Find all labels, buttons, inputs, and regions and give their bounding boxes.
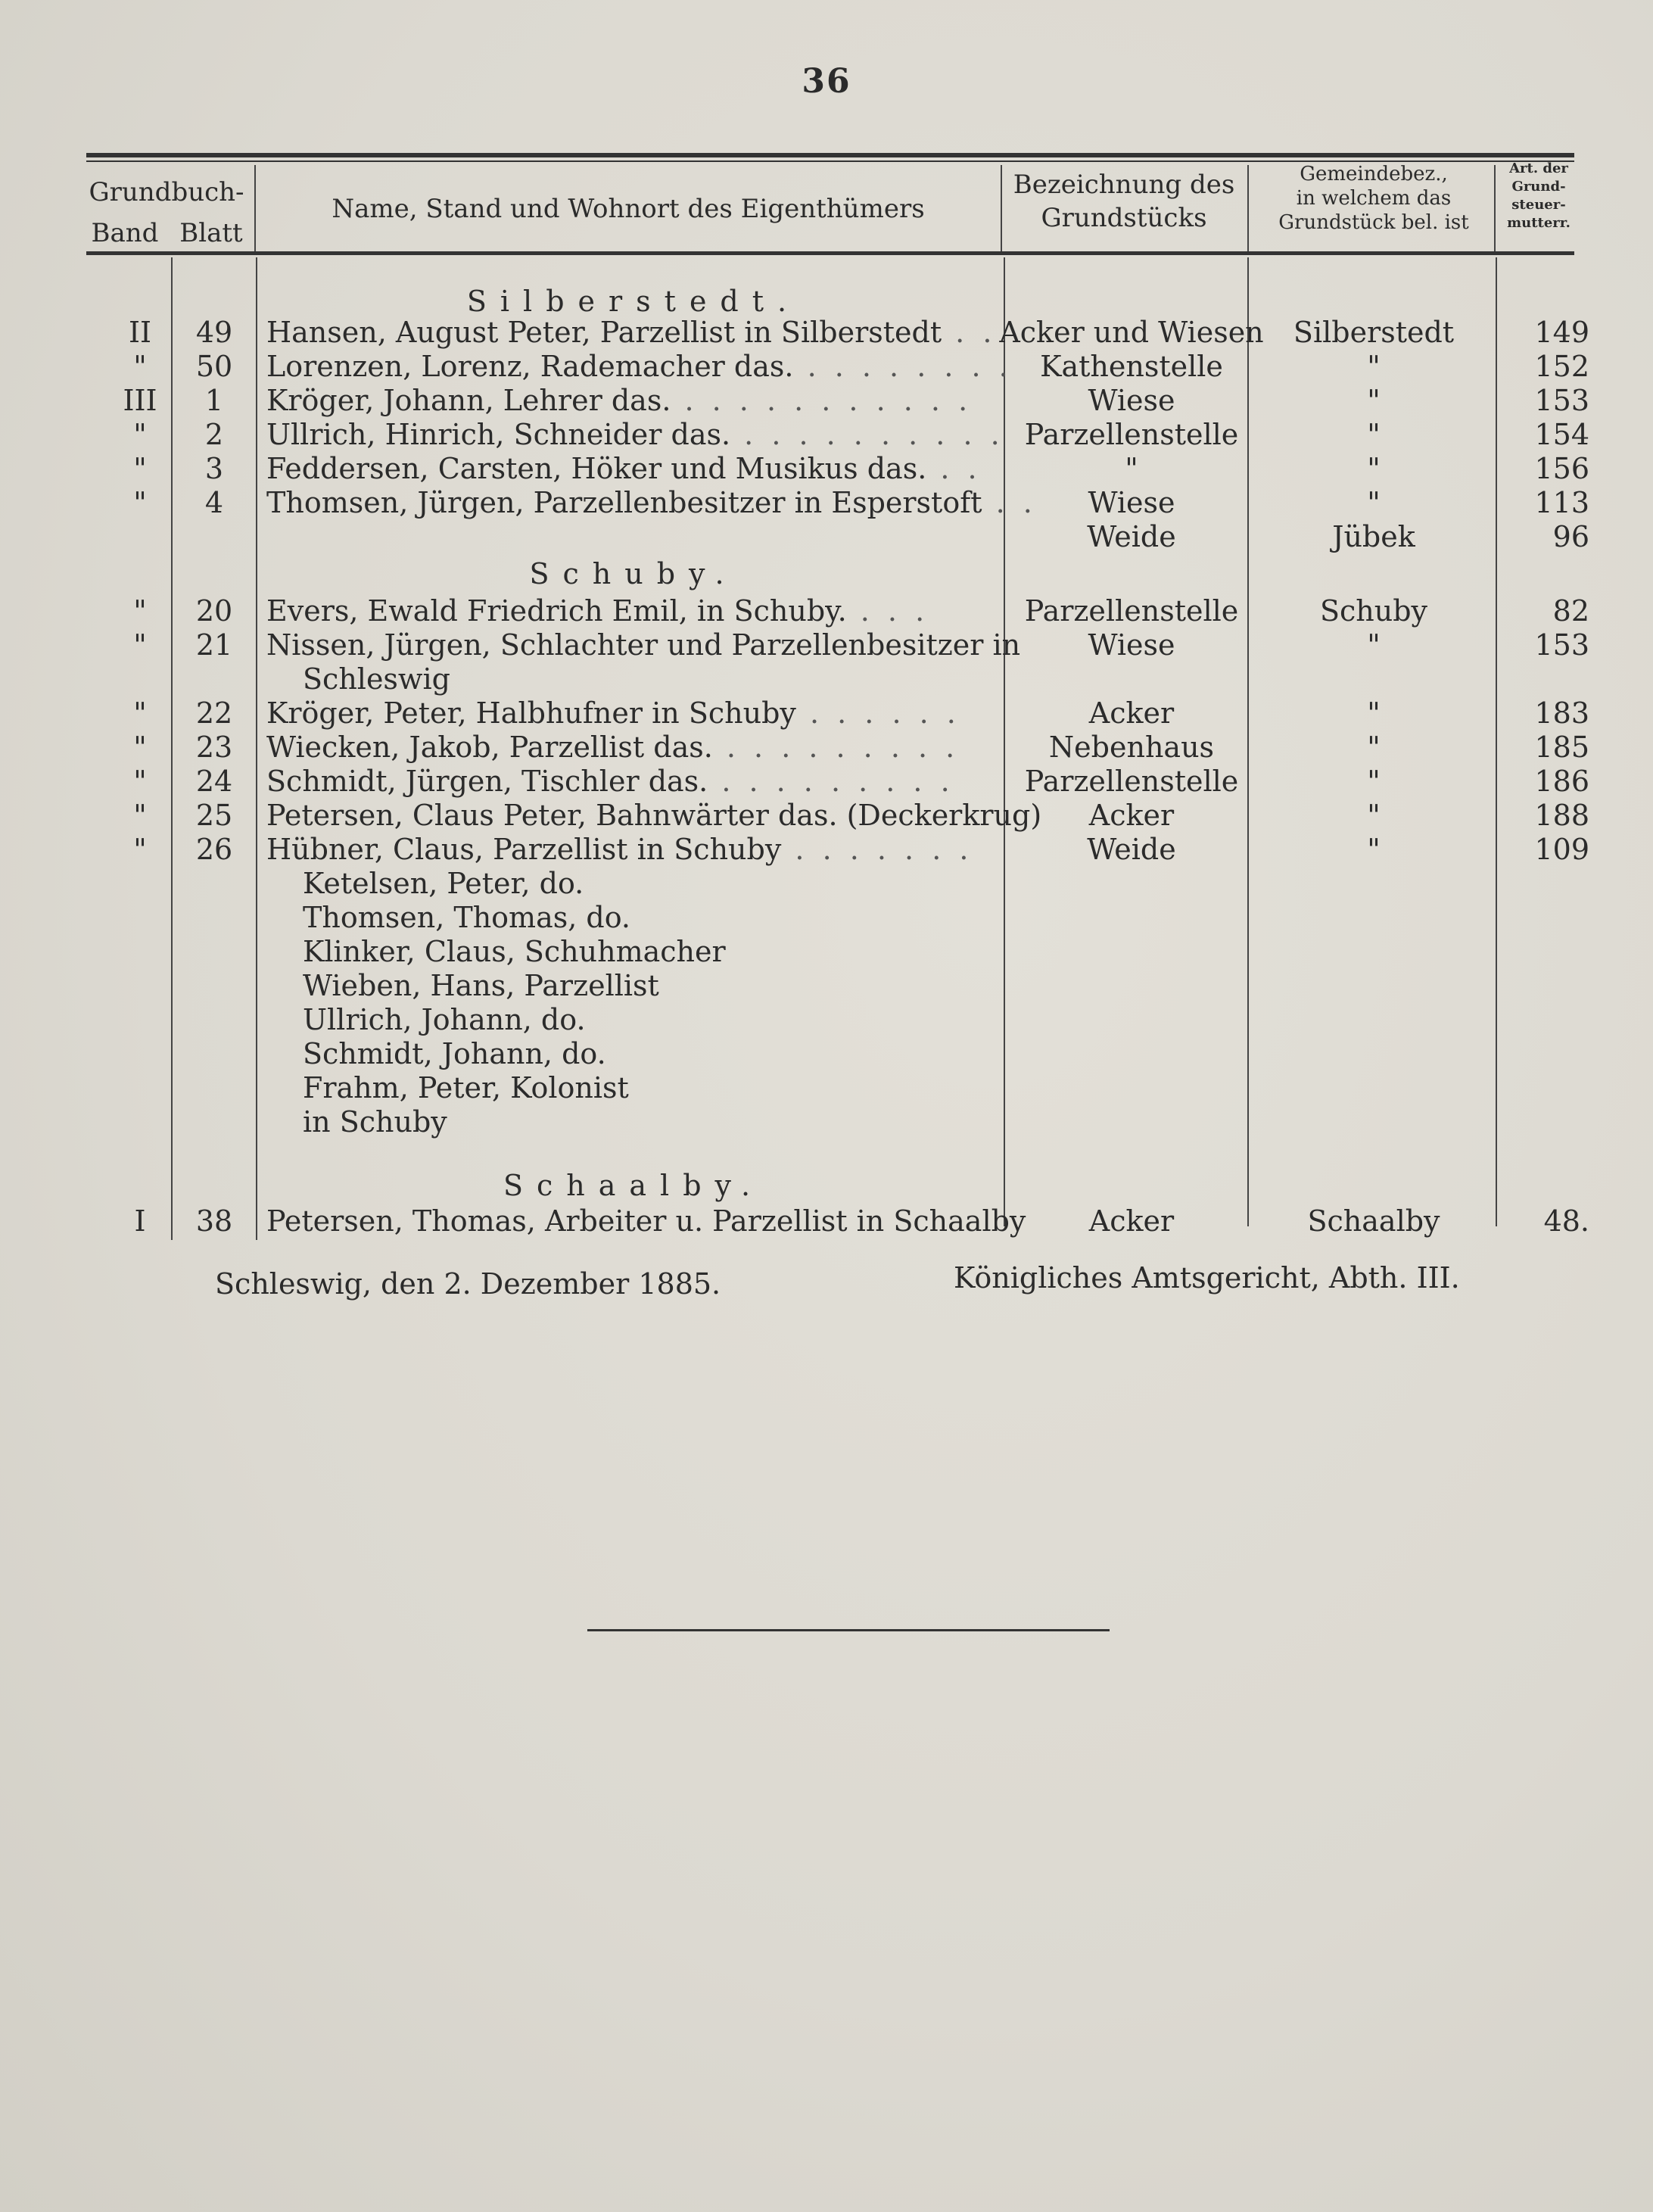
gem-cell: Schaalby xyxy=(1307,1204,1440,1238)
header-art-1: Art. der xyxy=(1509,160,1568,176)
band-cell: " xyxy=(133,486,147,519)
table-row xyxy=(0,696,1653,731)
band-cell: II xyxy=(128,316,152,349)
blatt-cell: 2 xyxy=(204,418,224,451)
blatt-cell: 3 xyxy=(204,452,224,485)
page-number: 36 xyxy=(802,62,851,101)
table-row xyxy=(0,934,1653,969)
name-cell xyxy=(266,485,1037,520)
name-text: Kröger, Peter, Halbhufner in Schuby xyxy=(266,696,796,730)
leader-dots: . . . . . . xyxy=(795,696,960,730)
header-gemeinde-3: Grundstück bel. ist xyxy=(1278,211,1469,234)
leader-dots: . . xyxy=(942,316,997,349)
gem-cell: " xyxy=(1367,418,1381,451)
name-text: Wiecken, Jakob, Parzellist das. xyxy=(266,731,713,764)
blatt-cell: 24 xyxy=(195,765,233,798)
name-cell xyxy=(266,696,1001,731)
art-cell: 183 xyxy=(1534,696,1589,730)
header-art-2: Grund- xyxy=(1511,179,1566,195)
band-cell: " xyxy=(133,833,147,866)
art-cell: 48. xyxy=(1543,1204,1589,1238)
leader-dots: . . . . . . . . . . . xyxy=(671,384,973,417)
bez-cell: Weide xyxy=(1087,520,1176,553)
band-cell: " xyxy=(133,765,147,798)
gem-cell: " xyxy=(1367,696,1381,730)
art-cell: 113 xyxy=(1534,486,1589,519)
name-text: Nissen, Jürgen, Schlachter und Parzellenbesitzer in xyxy=(266,628,1021,662)
art-cell: 96 xyxy=(1552,520,1589,553)
gem-cell: " xyxy=(1367,731,1381,764)
band-cell: " xyxy=(133,696,147,730)
art-cell: 153 xyxy=(1534,628,1589,662)
name-text: Thomsen, Thomas, do. xyxy=(303,901,631,934)
name-cell xyxy=(266,1002,1037,1037)
blatt-cell: 22 xyxy=(195,696,233,730)
table-row xyxy=(0,1002,1653,1037)
header-rule xyxy=(86,251,1574,255)
name-cell xyxy=(266,968,1037,1003)
header-name: Name, Stand und Wohnort des Eigenthümers xyxy=(332,194,925,224)
name-text: Feddersen, Carsten, Höker und Musikus das. xyxy=(266,452,927,485)
gem-cell: Schuby xyxy=(1319,594,1428,628)
name-text: Schmidt, Jürgen, Tischler das. xyxy=(266,765,708,798)
table-row xyxy=(0,1070,1653,1105)
name-cell xyxy=(266,349,1013,384)
bez-cell: Wiese xyxy=(1088,486,1175,519)
court-signature: Königliches Amtsgericht, Abth. III. xyxy=(954,1261,1460,1294)
name-cell xyxy=(266,832,1001,867)
leader-dots: . . . . . . . . xyxy=(793,350,1013,383)
section-silberstedt: Silberstedt. xyxy=(466,285,801,318)
name-cell xyxy=(266,764,1001,799)
leader-dots: . . xyxy=(926,452,982,485)
table-row xyxy=(0,315,1653,350)
table-row xyxy=(0,730,1653,765)
bez-cell: Acker xyxy=(1088,1204,1175,1238)
name-cell xyxy=(266,730,1001,765)
name-text: Frahm, Peter, Kolonist xyxy=(303,1071,629,1104)
band-cell: " xyxy=(133,731,147,764)
art-cell: 152 xyxy=(1534,350,1589,383)
table-row xyxy=(0,866,1653,901)
place-date: Schleswig, den 2. Dezember 1885. xyxy=(215,1267,721,1301)
name-cell xyxy=(266,628,1021,662)
art-cell: 153 xyxy=(1534,384,1589,417)
bez-cell: Parzellenstelle xyxy=(1024,594,1239,628)
table-row xyxy=(0,900,1653,935)
gem-cell: Silberstedt xyxy=(1293,316,1455,349)
header-gemeinde-2: in welchem das xyxy=(1296,187,1452,210)
name-text: Ketelsen, Peter, do. xyxy=(303,867,584,900)
name-text: Petersen, Claus Peter, Bahnwärter das. (Deckerkrug) xyxy=(266,799,1042,832)
band-cell: " xyxy=(133,594,147,628)
art-cell: 109 xyxy=(1534,833,1589,866)
header-separator xyxy=(1001,165,1002,251)
closing-rule xyxy=(587,1629,1110,1631)
table-row xyxy=(0,764,1653,799)
gem-cell: Jübek xyxy=(1332,520,1415,553)
bez-cell: Acker und Wiesen xyxy=(999,316,1264,349)
art-cell: 188 xyxy=(1534,799,1589,832)
table-row xyxy=(0,832,1653,867)
header-bezeichnung-1: Bezeichnung des xyxy=(1013,170,1235,200)
art-cell: 156 xyxy=(1534,452,1589,485)
name-cell xyxy=(266,594,1001,628)
header-art-3: steuer- xyxy=(1511,197,1566,213)
section-schaalby: Schaalby. xyxy=(503,1169,764,1202)
gem-cell: " xyxy=(1367,350,1381,383)
name-text: in Schuby xyxy=(303,1105,447,1139)
blatt-cell: 20 xyxy=(195,594,233,628)
table-row xyxy=(0,451,1653,486)
gem-cell: " xyxy=(1367,628,1381,662)
name-cell xyxy=(266,1204,1026,1238)
name-cell xyxy=(266,1036,1037,1071)
bez-cell: Acker xyxy=(1088,799,1175,832)
bez-cell: " xyxy=(1125,452,1138,485)
leader-dots: . . . xyxy=(846,594,929,628)
header-separator xyxy=(1494,165,1496,251)
table-row xyxy=(0,1204,1653,1238)
table-row xyxy=(0,519,1653,554)
table-row xyxy=(0,628,1653,662)
gem-cell: " xyxy=(1367,765,1381,798)
band-cell: I xyxy=(134,1204,146,1238)
art-cell: 154 xyxy=(1534,418,1589,451)
band-cell: " xyxy=(133,350,147,383)
band-cell: " xyxy=(133,628,147,662)
top-rule xyxy=(86,153,1574,157)
blatt-cell: 49 xyxy=(195,316,233,349)
bez-cell: Wiese xyxy=(1088,628,1175,662)
section-schuby: Schuby. xyxy=(529,557,738,590)
header-grundbuch: Grundbuch- xyxy=(89,177,244,207)
name-text: Hansen, August Peter, Parzellist in Silberstedt xyxy=(266,316,942,349)
name-cell xyxy=(266,1070,1037,1105)
name-cell xyxy=(266,900,1037,935)
table-row xyxy=(0,968,1653,1003)
name-text: Ullrich, Hinrich, Schneider das. xyxy=(266,418,731,451)
bez-cell: Kathenstelle xyxy=(1040,350,1223,383)
band-cell: " xyxy=(133,418,147,451)
header-art-4: mutterr. xyxy=(1507,215,1571,231)
table-row xyxy=(0,383,1653,418)
art-cell: 186 xyxy=(1534,765,1589,798)
name-text: Hübner, Claus, Parzellist in Schuby xyxy=(266,833,782,866)
gem-cell: " xyxy=(1367,486,1381,519)
name-text: Lorenzen, Lorenz, Rademacher das. xyxy=(266,350,794,383)
table-row xyxy=(0,594,1653,628)
table-row xyxy=(0,349,1653,384)
blatt-cell: 25 xyxy=(195,799,233,832)
name-cell xyxy=(266,451,1001,486)
name-text: Schmidt, Johann, do. xyxy=(303,1037,606,1070)
header-band: Band xyxy=(91,218,159,248)
name-cell xyxy=(266,383,1001,418)
bez-cell: Nebenhaus xyxy=(1048,731,1215,764)
gem-cell: " xyxy=(1367,833,1381,866)
bez-cell: Weide xyxy=(1087,833,1176,866)
art-cell: 185 xyxy=(1534,731,1589,764)
blatt-cell: 1 xyxy=(204,384,224,417)
name-text: Ullrich, Johann, do. xyxy=(303,1003,586,1036)
band-cell: " xyxy=(133,799,147,832)
name-cell xyxy=(266,662,1037,696)
name-cell xyxy=(266,1104,1037,1139)
name-text: Kröger, Johann, Lehrer das. xyxy=(266,384,671,417)
gem-cell: " xyxy=(1367,799,1381,832)
header-separator xyxy=(254,165,256,251)
table-row xyxy=(0,1104,1653,1139)
leader-dots: . . . . . . . . . xyxy=(712,731,960,764)
name-text: Schleswig xyxy=(303,662,450,696)
gem-cell: " xyxy=(1367,384,1381,417)
blatt-cell: 50 xyxy=(195,350,233,383)
name-cell xyxy=(266,417,1004,452)
table-row xyxy=(0,417,1653,452)
leader-dots: . . . . . . . . . xyxy=(708,765,954,798)
name-cell xyxy=(266,798,1042,833)
table-row xyxy=(0,1036,1653,1071)
blatt-cell: 23 xyxy=(195,731,233,764)
name-text: Thomsen, Jürgen, Parzellenbesitzer in Esperstoft xyxy=(266,486,982,519)
table-row xyxy=(0,798,1653,833)
blatt-cell: 21 xyxy=(195,628,233,662)
bez-cell: Acker xyxy=(1088,696,1175,730)
bez-cell: Parzellenstelle xyxy=(1024,765,1239,798)
name-text: Wieben, Hans, Parzellist xyxy=(303,969,659,1002)
blatt-cell: 26 xyxy=(195,833,233,866)
name-text: Petersen, Thomas, Arbeiter u. Parzellist in Schaalby xyxy=(266,1204,1026,1238)
leader-dots: . . xyxy=(982,486,1037,519)
name-cell xyxy=(266,315,1001,350)
leader-dots: . . . . . . . . . . xyxy=(730,418,1004,451)
header-bezeichnung-2: Grundstücks xyxy=(1041,203,1207,233)
name-cell xyxy=(266,866,1037,901)
header-blatt: Blatt xyxy=(179,218,243,248)
name-text: Klinker, Claus, Schuhmacher xyxy=(303,935,726,968)
blatt-cell: 4 xyxy=(204,486,224,519)
band-cell: III xyxy=(123,384,157,417)
gem-cell: " xyxy=(1367,452,1381,485)
bez-cell: Wiese xyxy=(1088,384,1175,417)
header-separator xyxy=(1247,165,1249,251)
art-cell: 82 xyxy=(1552,594,1589,628)
leader-dots: . . . . . . . xyxy=(781,833,973,866)
table-row xyxy=(0,662,1653,696)
table-row xyxy=(0,485,1653,520)
blatt-cell: 38 xyxy=(195,1204,233,1238)
header-gemeinde-1: Gemeindebez., xyxy=(1300,163,1448,185)
name-text: Evers, Ewald Friedrich Emil, in Schuby. xyxy=(266,594,847,628)
art-cell: 149 xyxy=(1534,316,1589,349)
name-cell xyxy=(266,934,1037,969)
band-cell: " xyxy=(133,452,147,485)
bez-cell: Parzellenstelle xyxy=(1024,418,1239,451)
